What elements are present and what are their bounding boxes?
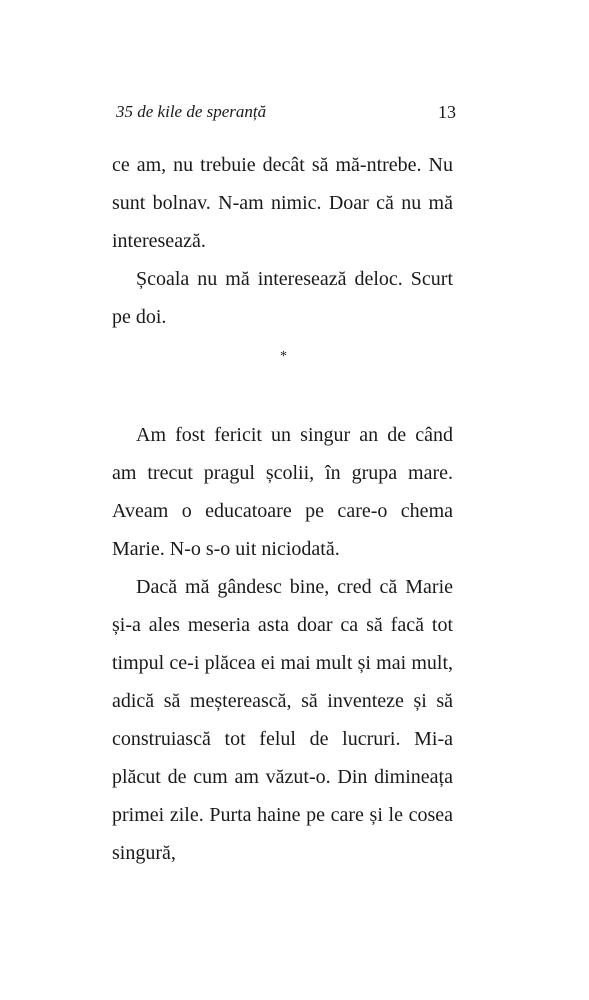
book-title: 35 de kile de speranță: [116, 102, 267, 121]
running-head: [116, 98, 456, 128]
body-text: [112, 146, 453, 872]
paragraph: Am fost fericit un singur an de când am trecut pragul școlii, în grupa mare. Aveam o educatoare pe care-o chema Marie. N-o s-o uit niciodată.: [112, 424, 453, 560]
paragraph: Școala nu mă interesează deloc. Scurt pe doi.: [112, 268, 453, 328]
paragraph: Dacă mă gândesc bine, cred că Marie și-a ales meseria asta doar ca să facă tot timpul ce-i plăcea ei mai mult și mai mult, adică să meșterească, să inventeze și să construiască tot felul de lucruri. Mi-a plăcut de cum am văzut-o. Din dimineața primei zile. Purta haine pe care și le cosea singură,: [112, 576, 453, 864]
paragraph-continued: ce am, nu trebuie decât să mă-ntrebe. Nu sunt bolnav. N-am nimic. Doar că nu mă interesează.: [112, 154, 453, 252]
scene-break-asterisk: *: [280, 349, 287, 364]
scene-break: [112, 336, 453, 414]
page-number: 13: [438, 102, 456, 122]
